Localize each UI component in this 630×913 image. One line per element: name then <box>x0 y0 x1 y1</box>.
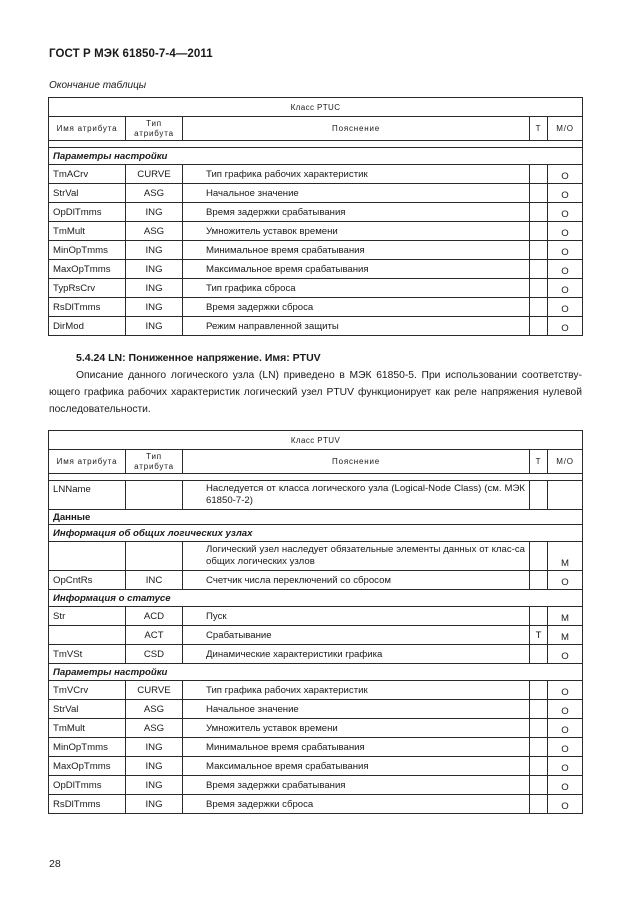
attr-type: ASG <box>126 719 183 738</box>
attr-name: LNName <box>49 481 126 510</box>
attr-t <box>530 681 548 700</box>
table-row <box>49 222 583 241</box>
attr-desc: Тип графика сброса <box>183 279 530 298</box>
attr-desc: Минимальное время срабатывания <box>183 241 530 260</box>
class-row <box>49 98 583 117</box>
table-row <box>49 607 583 626</box>
attr-name: DirMod <box>49 317 126 336</box>
attr-type: CURVE <box>126 681 183 700</box>
attr-t <box>530 542 548 571</box>
table-row <box>49 645 583 664</box>
column-header-row <box>49 117 583 141</box>
attr-desc: Минимальное время срабатывания <box>183 738 530 757</box>
settings-rows <box>49 681 583 814</box>
attr-desc: Логический узел наследует обязательные элементы данных от клас-са общих логических узлов <box>183 542 530 571</box>
attr-t <box>530 607 548 626</box>
page-number: 28 <box>49 858 61 870</box>
attr-mo: O <box>548 645 583 664</box>
table-row <box>49 795 583 814</box>
attr-name: TypRsCrv <box>49 279 126 298</box>
attr-name: TmVSt <box>49 645 126 664</box>
table-row <box>49 681 583 700</box>
attr-desc: Время задержки срабатывания <box>183 203 530 222</box>
table-row <box>49 571 583 590</box>
attr-name: MaxOpTmms <box>49 260 126 279</box>
column-header-row <box>49 450 583 474</box>
data-label: Данные <box>49 510 583 525</box>
attr-name: MinOpTmms <box>49 241 126 260</box>
col-header-name: Имя атрибута <box>49 450 126 474</box>
ptuc-rows <box>49 165 583 336</box>
attr-name: Str <box>49 607 126 626</box>
attr-type: CSD <box>126 645 183 664</box>
attr-desc: Умножитель уставок времени <box>183 719 530 738</box>
ptuv-table <box>48 430 583 814</box>
attr-mo: O <box>548 719 583 738</box>
attr-t <box>530 203 548 222</box>
attr-name: TmACrv <box>49 165 126 184</box>
section-row <box>49 148 583 165</box>
table-row <box>49 203 583 222</box>
attr-t <box>530 645 548 664</box>
attr-desc: Умножитель уставок времени <box>183 222 530 241</box>
attr-name: OpDlTmms <box>49 203 126 222</box>
attr-type <box>126 481 183 510</box>
attr-mo: O <box>548 279 583 298</box>
attr-type: ING <box>126 738 183 757</box>
settings-label: Параметры настройки <box>49 664 583 681</box>
table-row <box>49 165 583 184</box>
table-row <box>49 317 583 336</box>
attr-t <box>530 738 548 757</box>
col-header-t: T <box>530 450 548 474</box>
attr-t <box>530 757 548 776</box>
col-header-type: Тип атрибута <box>126 450 183 474</box>
attr-desc: Время задержки сброса <box>183 795 530 814</box>
table-row <box>49 757 583 776</box>
attr-desc: Режим направленной защиты <box>183 317 530 336</box>
attr-mo: O <box>548 241 583 260</box>
attr-t <box>530 165 548 184</box>
col-header-name: Имя атрибута <box>49 117 126 141</box>
common-info-rows <box>49 542 583 590</box>
attr-type: ASG <box>126 700 183 719</box>
attr-t <box>530 795 548 814</box>
attr-desc: Максимальное время срабатывания <box>183 757 530 776</box>
attr-mo: O <box>548 776 583 795</box>
attr-desc: Максимальное время срабатывания <box>183 260 530 279</box>
attr-mo: O <box>548 165 583 184</box>
attr-name: OpDlTmms <box>49 776 126 795</box>
attr-name <box>49 542 126 571</box>
attr-desc: Тип графика рабочих характеристик <box>183 681 530 700</box>
attr-mo: O <box>548 757 583 776</box>
attr-name <box>49 626 126 645</box>
class-row <box>49 431 583 450</box>
attr-mo: M <box>548 626 583 645</box>
attr-mo <box>548 481 583 510</box>
attr-t <box>530 279 548 298</box>
attr-desc: Срабатывание <box>183 626 530 645</box>
attr-mo: M <box>548 542 583 571</box>
attr-mo: O <box>548 260 583 279</box>
spacer-row <box>49 474 583 481</box>
col-header-desc: Пояснение <box>183 117 530 141</box>
attr-type: ING <box>126 279 183 298</box>
section-label: Параметры настройки <box>49 148 583 165</box>
attr-type <box>126 542 183 571</box>
class-label: Класс PTUV <box>49 431 583 450</box>
attr-mo: O <box>548 184 583 203</box>
attr-name: MaxOpTmms <box>49 757 126 776</box>
attr-name: RsDlTmms <box>49 298 126 317</box>
col-header-t: T <box>530 117 548 141</box>
attr-name: RsDlTmms <box>49 795 126 814</box>
spacer-row <box>49 141 583 148</box>
attr-desc: Время задержки сброса <box>183 298 530 317</box>
attr-t <box>530 317 548 336</box>
attr-t <box>530 776 548 795</box>
attr-t: T <box>530 626 548 645</box>
attr-desc: Наследуется от класса логического узла (Logical-Node Class) (см. МЭК 61850-7-2) <box>183 481 530 510</box>
attr-mo: O <box>548 738 583 757</box>
col-header-mo: M/O <box>548 117 583 141</box>
attr-type: ASG <box>126 222 183 241</box>
attr-mo: O <box>548 317 583 336</box>
table-row <box>49 700 583 719</box>
section-row <box>49 664 583 681</box>
attr-type: ACT <box>126 626 183 645</box>
table-row <box>49 738 583 757</box>
table-row <box>49 719 583 738</box>
attr-mo: M <box>548 607 583 626</box>
attr-type: ING <box>126 776 183 795</box>
document-header: ГОСТ Р МЭК 61850-7-4—2011 <box>49 48 213 60</box>
table-row <box>49 776 583 795</box>
attr-name: TmVCrv <box>49 681 126 700</box>
attr-desc: Счетчик числа переключений со сбросом <box>183 571 530 590</box>
attr-name: MinOpTmms <box>49 738 126 757</box>
attr-t <box>530 222 548 241</box>
attr-desc: Пуск <box>183 607 530 626</box>
col-header-mo: M/O <box>548 450 583 474</box>
attr-t <box>530 241 548 260</box>
attr-type: ING <box>126 298 183 317</box>
attr-t <box>530 719 548 738</box>
attr-type: CURVE <box>126 165 183 184</box>
attr-desc: Начальное значение <box>183 700 530 719</box>
attr-name: OpCntRs <box>49 571 126 590</box>
attr-type: ING <box>126 203 183 222</box>
attr-t <box>530 260 548 279</box>
attr-t <box>530 571 548 590</box>
attr-name: StrVal <box>49 184 126 203</box>
common-info-label: Информация об общих логических узлах <box>49 525 583 542</box>
attr-type: ING <box>126 241 183 260</box>
attr-desc: Динамические характеристики графика <box>183 645 530 664</box>
table-row <box>49 298 583 317</box>
ptuc-table <box>48 97 583 336</box>
status-info-label: Информация о статусе <box>49 590 583 607</box>
section-heading: 5.4.24 LN: Пониженное напряжение. Имя: PTUV <box>76 352 321 364</box>
attr-type: ING <box>126 317 183 336</box>
table-row <box>49 542 583 571</box>
attr-t <box>530 700 548 719</box>
attr-type: ASG <box>126 184 183 203</box>
section-row <box>49 510 583 525</box>
section-row <box>49 590 583 607</box>
class-label: Класс PTUC <box>49 98 583 117</box>
attr-mo: O <box>548 681 583 700</box>
section-paragraph: Описание данного логического узла (LN) приведено в МЭК 61850-5. При использовании соответству-ющего графика рабочих характеристик логический узел PTUV функционирует как реле напряжения нулевой последовательности. <box>49 370 582 415</box>
attr-mo: O <box>548 795 583 814</box>
col-header-desc: Пояснение <box>183 450 530 474</box>
attr-t <box>530 298 548 317</box>
attr-mo: O <box>548 700 583 719</box>
attr-name: TmMult <box>49 222 126 241</box>
table-row <box>49 279 583 298</box>
table-row <box>49 626 583 645</box>
table-row <box>49 241 583 260</box>
attr-name: TmMult <box>49 719 126 738</box>
table-caption: Окончание таблицы <box>49 80 147 91</box>
attr-mo: O <box>548 222 583 241</box>
attr-desc: Время задержки срабатывания <box>183 776 530 795</box>
attr-name: StrVal <box>49 700 126 719</box>
table-row <box>49 481 583 510</box>
attr-type: INC <box>126 571 183 590</box>
attr-type: ING <box>126 260 183 279</box>
attr-mo: O <box>548 571 583 590</box>
attr-type: ING <box>126 795 183 814</box>
attr-type: ING <box>126 757 183 776</box>
attr-type: ACD <box>126 607 183 626</box>
col-header-type: Тип атрибута <box>126 117 183 141</box>
attr-desc: Тип графика рабочих характеристик <box>183 165 530 184</box>
attr-mo: O <box>548 298 583 317</box>
table-row <box>49 184 583 203</box>
attr-t <box>530 184 548 203</box>
table-row <box>49 260 583 279</box>
section-row <box>49 525 583 542</box>
attr-t <box>530 481 548 510</box>
status-info-rows <box>49 607 583 664</box>
attr-desc: Начальное значение <box>183 184 530 203</box>
attr-mo: O <box>548 203 583 222</box>
